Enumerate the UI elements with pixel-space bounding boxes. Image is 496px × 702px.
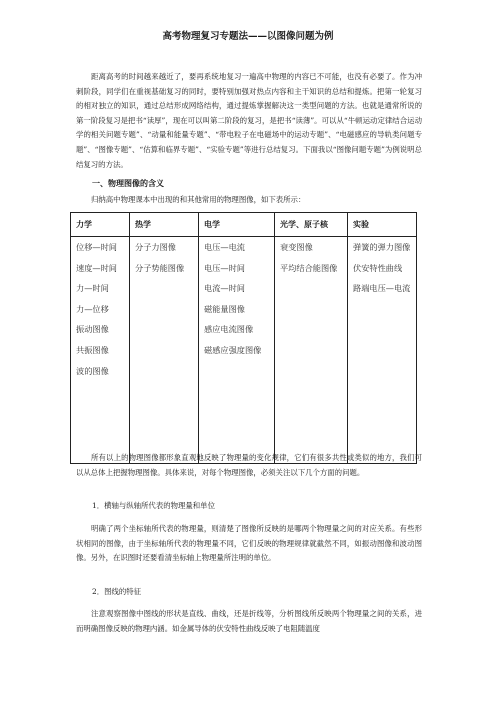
table-cell — [348, 237, 417, 464]
table-cell-item: 分子力图像 — [135, 242, 176, 252]
table-cell-item: 电流—时间 — [204, 283, 245, 294]
table-cell-item: 电压—时间 — [204, 262, 245, 273]
table-header-row — [71, 213, 417, 237]
table-cell-item: 伏安特性曲线 — [353, 262, 403, 273]
point-1-text: 明确了两个坐标轴所代表的物理量，则清楚了图像所反映的是哪两个物理量之间的对应关系。有些形状相同的图像，由于坐标轴所代表的物理量不同，它们反映的物理规律就截然不同，如振动图像和波动图像。另外，在识图时还要看清坐标轴上物理量所注明的单位。 — [76, 524, 422, 563]
point-1-heading: 1．横轴与纵轴所代表的物理量和单位 — [92, 501, 215, 510]
column-header: 光学、原子核 — [275, 213, 348, 237]
column-header: 电学 — [199, 213, 275, 237]
column-header: 实验 — [348, 213, 417, 237]
table-cell-item: 衰变图像 — [280, 242, 313, 252]
table-cell-item: 磁感应强度图像 — [204, 344, 262, 355]
section-1-lead: 归纳高中物理课本中出现的和其他常用的物理图像，如下表所示： — [91, 195, 306, 204]
table-cell-item: 位移—时间 — [76, 242, 117, 252]
table-cell-item: 振动图像 — [76, 324, 109, 335]
table-cell-item: 力—位移 — [76, 303, 109, 314]
physics-graphs-table — [70, 212, 417, 464]
document-title: 高考物理复习专题法——以图像问题为例 — [162, 31, 334, 42]
table-cell-item: 波的图像 — [76, 365, 109, 376]
table-cell-item: 弹簧的弹力图像 — [353, 242, 411, 252]
summary-paragraph: 所有以上的物理图像都形象直观地反映了物理量的变化规律，它们有很多共性或类似的地方，我们可以从总体上把握物理图像。具体来说，对每个物理图像，必须关注以下几个方面的问题。 — [76, 453, 422, 477]
table-cell-item: 分子势能图像 — [135, 262, 185, 273]
intro-paragraph: 距离高考的时间越来越近了，要再系统地复习一遍高中物理的内容已不可能，也没有必要了。作为冲刺阶段，同学们在重视基础复习的同时，要特别加强对热点内容和主干知识的总结和提炼。把第一轮复习的相对独立的知识，通过总结形成网络结构，通过提炼掌握解决这一类型问题的方法。也就是通常所说的第一阶段复习是把书“读厚”，现在可以叫第二阶段的复习，是把书“读薄”。可以从“牛顿运动定律结合运动学的相关问题专题”、“动量和能量专题”、“带电粒子在电磁场中的运动专题”、“电磁感应的导轨类问题专题”、“图像专题”、“估算和临界专题”、“实验专题”等进行总结复习。下面我以“图像问题专题”为例说明总结复习的方法。 — [76, 72, 422, 169]
table-cell — [71, 237, 130, 464]
table-cell-item: 共振图像 — [76, 344, 109, 355]
point-2-heading: 2．图线的特征 — [92, 587, 142, 596]
point-2-text: 注意观察图像中图线的形状是直线、曲线，还是折线等，分析图线所反映两个物理量之间的关系，进而明确图像反映的物理内涵。如金属导体的伏安特性曲线反映了电阻随温度 — [76, 609, 422, 633]
table-cell-item: 感应电流图像 — [204, 324, 254, 335]
table-cell-item: 路端电压—电流 — [353, 283, 411, 294]
table-cell-item: 磁能量图像 — [204, 303, 245, 314]
table-cell-item: 力—时间 — [76, 283, 109, 294]
section-1-heading: 一、物理图像的含义 — [92, 179, 164, 188]
table-cell — [130, 237, 199, 464]
table-row — [71, 237, 417, 464]
table-cell-item: 平均结合能图像 — [280, 262, 338, 273]
table-cell — [275, 237, 348, 464]
column-header: 力学 — [71, 213, 130, 237]
table-cell-item: 电压—电流 — [204, 242, 245, 252]
table-cell-item: 速度—时间 — [76, 262, 117, 273]
column-header: 热学 — [130, 213, 199, 237]
table-cell — [199, 237, 275, 464]
